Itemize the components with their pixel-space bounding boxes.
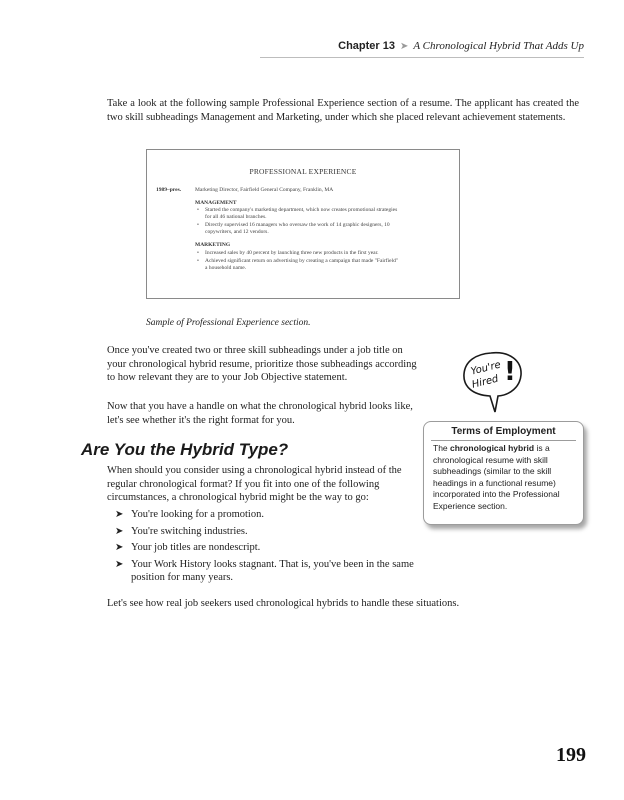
list-item-text: You're looking for a promotion. [131,509,264,520]
sample-bullet-line: Started the company's marketing department, which now creates promotional strategies [205,207,398,213]
paragraph: When should you consider using a chronological hybrid instead of the regular chronological format? If you fit into one of the following circumstances, a chronological hybrid might be the way to go: [107,465,402,503]
sidebar-divider [431,440,576,441]
page-number: 199 [556,744,586,766]
sample-section-title: PROFESSIONAL EXPERIENCE [249,167,357,176]
sidebar-definition [433,443,575,512]
exclamation-mark: ! [504,357,516,387]
arrow-bullet-icon: ➤ [115,525,124,537]
youre-hired-badge-icon [458,349,528,417]
sidebar-text-before: The [433,443,451,453]
sample-bullet-line: for all 46 national branches. [205,214,267,220]
sample-position: Marketing Director, Fairfield General Company, Franklin, MA [195,187,334,193]
arrow-bullet-icon: ➤ [115,509,124,520]
sample-bullet-line: Increased sales by 40 percent by launching three new products in the first year. [205,250,379,256]
list-item [115,558,415,585]
arrow-bullet-icon: ➤ [115,558,124,570]
list-item-text: Your job titles are nondescript. [131,542,261,553]
terms-sidebar [423,421,584,525]
sample-bullet-line: Directly supervised 16 managers who oversaw the work of 14 graphic designers, 10 [205,222,390,228]
sidebar-title: Terms of Employment [451,426,556,437]
defined-term: chronological hybrid [450,443,535,453]
sample-subheading: MANAGEMENT [195,200,237,206]
paragraph: Now that you have a handle on what the chronological hybrid looks like, let's see whether it's the right format for you. [107,401,413,426]
list-item [115,508,415,522]
bullet-icon: • [197,250,199,256]
chapter-label: Chapter 13 [338,40,395,52]
bullet-icon: • [197,258,199,264]
badge-line-1: You're [469,359,502,378]
running-header [338,40,584,52]
paragraph: Let's see how real job seekers used chronological hybrids to handle these situations. [107,598,460,609]
list-item [115,525,415,539]
list-item-text: Your Work History looks stagnant. That is, you've been in the same position for many years. [131,558,414,583]
paragraph: Once you've created two or three skill subheadings under a job title on your chronological hybrid resume, prioritize those subheadings according to how relevant they are to your Job Objective statement. [107,345,417,383]
sidebar-text-after: is a chronological resume with skill subheadings (similar to the skill headings in a functional resume) incorporated into the Professional Experience section. [433,443,560,511]
badge-line-2: Hired [470,373,500,391]
sample-subheading: MARKETING [195,242,231,248]
sample-bullet-line: a household name. [205,265,247,271]
figure-caption: Sample of Professional Experience section. [146,318,311,328]
list-item-text: You're switching industries. [131,525,248,537]
list-item [115,541,415,555]
sample-bullet-line: copywriters, and 12 vendors. [205,229,269,235]
bullet-icon: • [197,222,199,228]
sample-bullet-line: Achieved significant return on advertising by creating a campaign that made "Fairfield" [205,258,399,264]
bullet-list [115,508,415,588]
bullet-icon: • [197,207,199,213]
intro-paragraph: Take a look at the following sample Professional Experience section of a resume. The applicant has created the two skill subheadings Management and Marketing, under which she placed relevant achievement statements. [107,98,579,123]
header-divider [260,57,584,58]
resume-sample-figure [146,149,460,299]
arrow-icon: ➤ [399,41,409,52]
arrow-bullet-icon: ➤ [115,542,124,553]
section-heading: Are You the Hybrid Type? [81,440,289,459]
chapter-title: A Chronological Hybrid That Adds Up [413,40,584,52]
sample-dates: 1989–pres. [156,187,182,193]
